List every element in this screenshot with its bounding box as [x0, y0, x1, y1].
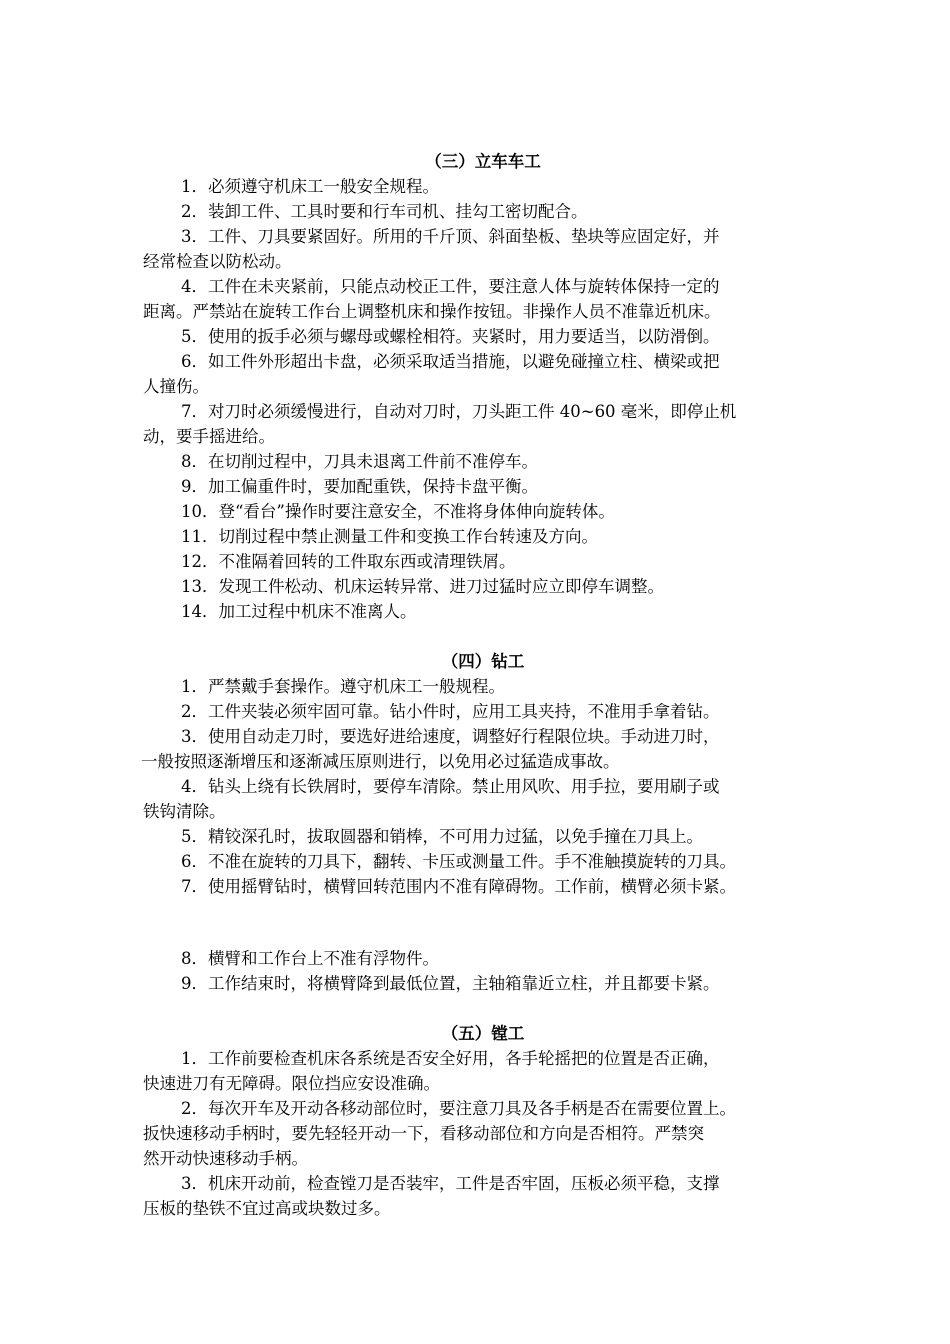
paragraph-line: 10．登“看台”操作时要注意安全，不准将身体伸向旋转体。	[181, 502, 615, 521]
section-title: （三）立车车工	[425, 152, 541, 171]
paragraph-line: 2．工件夹装必须牢固可靠。钻小件时，应用工具夹持，不准用手拿着钻。	[181, 702, 720, 721]
paragraph-line: 扳快速移动手柄时，要先轻轻开动一下，看移动部位和方向是否相符。严禁突	[143, 1124, 704, 1143]
paragraph-line: 4．工件在未夹紧前，只能点动校正工件，要注意人体与旋转体保持一定的	[181, 277, 720, 296]
paragraph-line: 距离。严禁站在旋转工作台上调整机床和操作按钮。非操作人员不准靠近机床。	[143, 302, 721, 321]
paragraph-line: 6．如工件外形超出卡盘，必须采取适当措施，以避免碰撞立柱、横梁或把	[181, 352, 720, 371]
paragraph-line: 11．切削过程中禁止测量工件和变换工作台转速及方向。	[181, 527, 598, 546]
paragraph-line: 动，要手摇进给。	[143, 427, 275, 446]
section-title: （五）镗工	[441, 1024, 525, 1043]
paragraph-line: 快速进刀有无障碍。限位挡应安设准确。	[143, 1074, 440, 1093]
paragraph-line: 14．加工过程中机床不准离人。	[181, 602, 417, 621]
paragraph-line: 8．在切削过程中，刀具未退离工件前不准停车。	[181, 452, 538, 471]
paragraph-line: 3．使用自动走刀时，要选好进给速度，调整好行程限位块。手动进刀时，	[181, 727, 720, 746]
paragraph-line: 6．不准在旋转的刀具下，翻转、卡压或测量工件。手不准触摸旋转的刀具。	[181, 852, 736, 871]
paragraph-line: 1．严禁戴手套操作。遵守机床工一般规程。	[181, 677, 505, 696]
paragraph-line: 9．加工偏重件时，要加配重铁，保持卡盘平衡。	[181, 477, 538, 496]
paragraph-line: 铁钩清除。	[143, 802, 226, 821]
paragraph-line: 压板的垫铁不宜过高或块数过多。	[143, 1199, 391, 1218]
paragraph-line: 经常检查以防松动。	[143, 252, 292, 271]
section-drilling	[143, 649, 823, 899]
paragraph-line: 4．钻头上绕有长铁屑时，要停车清除。禁止用风吹、用手拉，要用刷子或	[181, 777, 720, 796]
section-drilling-continued	[143, 946, 823, 996]
paragraph-line: 人撞伤。	[143, 377, 209, 396]
paragraph-line: 3．工件、刀具要紧固好。所用的千斤顶、斜面垫板、垫块等应固定好，并	[181, 227, 720, 246]
paragraph-line: 1．必须遵守机床工一般安全规程。	[181, 177, 439, 196]
paragraph-line: 9．工作结束时，将横臂降到最低位置，主轴箱靠近立柱，并且都要卡紧。	[181, 974, 720, 993]
paragraph-line: 3．机床开动前，检查镗刀是否装牢，工件是否牢固，压板必须平稳，支撑	[181, 1174, 720, 1193]
paragraph-line: 2．装卸工件、工具时要和行车司机、挂勾工密切配合。	[181, 202, 588, 221]
paragraph-line: 12．不准隔着回转的工件取东西或清理铁屑。	[181, 552, 516, 571]
section-boring	[143, 1021, 823, 1221]
paragraph-line: 然开动快速移动手柄。	[143, 1149, 308, 1168]
paragraph-line: 7．使用摇臂钻时，横臂回转范围内不准有障碍物。工作前，横臂必须卡紧。	[181, 877, 736, 896]
paragraph-line: 5．精铰深孔时，拔取圆器和销棒，不可用力过猛，以免手撞在刀具上。	[181, 827, 703, 846]
paragraph-line: 1．工作前要检查机床各系统是否安全好用，各手轮摇把的位置是否正确，	[181, 1049, 720, 1068]
paragraph-line: 8．横臂和工作台上不准有浮物件。	[181, 949, 439, 968]
section-vertical-lathe	[143, 149, 823, 624]
paragraph-line: 2．每次开车及开动各移动部位时，要注意刀具及各手柄是否在需要位置上。	[181, 1099, 736, 1118]
paragraph-line: 5．使用的扳手必须与螺母或螺栓相符。夹紧时，用力要适当，以防滑倒。	[181, 327, 720, 346]
paragraph-line: 一般按照逐渐增压和逐渐减压原则进行，以免用必过猛造成事故。	[141, 752, 620, 771]
paragraph-line: 7．对刀时必须缓慢进行，自动对刀时，刀头距工件 40~60 毫米，即停止机	[181, 402, 737, 421]
section-title: （四）钻工	[441, 652, 525, 671]
paragraph-line: 13．发现工件松动、机床运转异常、进刀过猛时应立即停车调整。	[181, 577, 664, 596]
